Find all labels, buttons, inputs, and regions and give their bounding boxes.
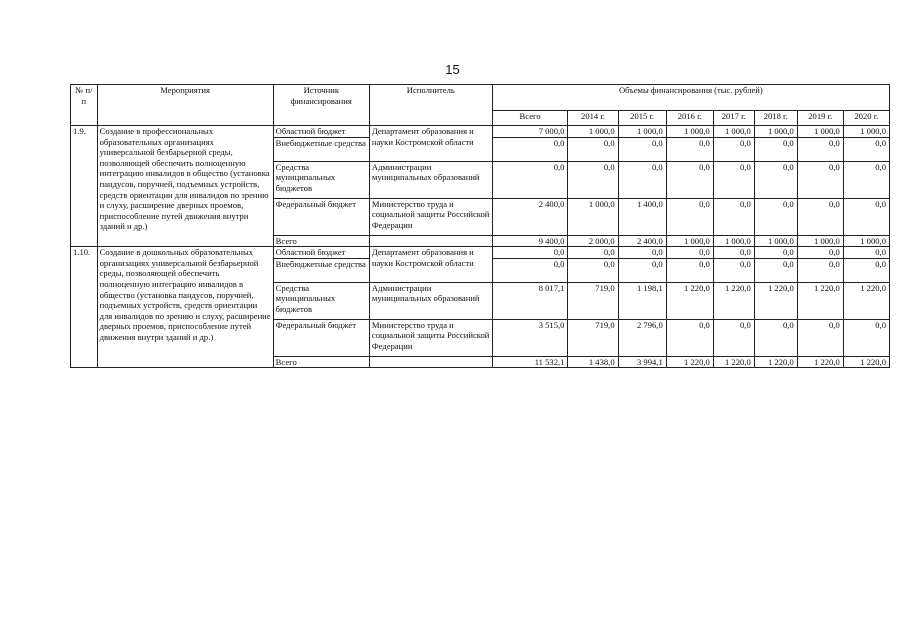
funding-source-total: Всего: [273, 235, 369, 247]
value-cell: 719,0: [568, 319, 618, 356]
funding-source-total: Всего: [273, 356, 369, 368]
header-year: 2020 г.: [843, 111, 889, 126]
funding-source: Внебюджетные средства: [273, 137, 369, 161]
value-cell: 0,0: [797, 161, 843, 198]
total-cell: 2 000,0: [568, 235, 618, 247]
total-cell: 1 220,0: [843, 356, 889, 368]
value-cell: 0,0: [754, 247, 797, 259]
header-year: 2019 г.: [797, 111, 843, 126]
executor: Департамент образования и науки Костромской области: [369, 126, 492, 162]
activity-description: Создание в профессиональных образовательных организациях универсальной безбарьерной среды, позволяющей обеспечить полноценную интеграцию инвалидов в общество (установка пандусов, поручней, подъемных устройств, средств ориентации для инвалидов по зрению и слуху, расширение дверных проемов, приспособление путей движения внутри зданий и др.): [97, 126, 273, 247]
value-cell: 0,0: [713, 319, 754, 356]
value-cell: 0,0: [492, 247, 568, 259]
value-cell: 1 000,0: [568, 198, 618, 235]
value-cell: 0,0: [666, 319, 713, 356]
page-number: 15: [445, 62, 460, 77]
value-cell: 0,0: [618, 161, 666, 198]
total-cell: 11 532,1: [492, 356, 568, 368]
executor: [369, 356, 492, 368]
header-year: 2015 г.: [618, 111, 666, 126]
value-cell: 0,0: [843, 137, 889, 161]
value-cell: 0,0: [754, 198, 797, 235]
value-cell: 0,0: [843, 258, 889, 282]
value-cell: 0,0: [666, 137, 713, 161]
total-cell: 1 220,0: [713, 356, 754, 368]
total-cell: 2 400,0: [618, 235, 666, 247]
header-year: 2016 г.: [666, 111, 713, 126]
value-cell: 0,0: [754, 137, 797, 161]
row-number: 1.10.: [71, 247, 98, 368]
row-number: 1.9.: [71, 126, 98, 247]
executor: Администрации муниципальных образований: [369, 282, 492, 319]
value-cell: 0,0: [797, 319, 843, 356]
table-row: [71, 126, 890, 138]
activity-description: Создание в дошкольных образовательных организациях универсальной безбарьерной среды, позволяющей обеспечить полноценную интеграцию инвалидов в общество (установка пандусов, поручней, подъемных устройств, средств ориентации для инвалидов по зрению и слуху, расширение дверных проемов, приспособление путей движения внутри зданий и др.): [97, 247, 273, 368]
value-cell: 0,0: [713, 258, 754, 282]
total-cell: 3 994,1: [618, 356, 666, 368]
value-cell: 0,0: [713, 198, 754, 235]
funding-source: Средства муниципальных бюджетов: [273, 282, 369, 319]
total-cell: 1 220,0: [797, 356, 843, 368]
value-cell: 0,0: [713, 161, 754, 198]
value-cell: 1 220,0: [713, 282, 754, 319]
total-cell: 1 000,0: [843, 235, 889, 247]
header-activity: Мероприятия: [97, 85, 273, 126]
value-cell: 0,0: [754, 258, 797, 282]
value-cell: 0,0: [797, 137, 843, 161]
value-cell: 719,0: [568, 282, 618, 319]
funding-source: Средства муниципальных бюджетов: [273, 161, 369, 198]
header-year: Всего: [492, 111, 568, 126]
value-cell: 0,0: [797, 258, 843, 282]
value-cell: 0,0: [568, 137, 618, 161]
executor: [369, 235, 492, 247]
value-cell: 1 000,0: [666, 126, 713, 138]
header-source: Источник финансирования: [273, 85, 369, 126]
value-cell: 2 400,0: [492, 198, 568, 235]
value-cell: 0,0: [618, 258, 666, 282]
value-cell: 1 000,0: [754, 126, 797, 138]
header-year: 2018 г.: [754, 111, 797, 126]
header-no: № п/п: [71, 85, 98, 126]
header-year: 2017 г.: [713, 111, 754, 126]
value-cell: 2 796,0: [618, 319, 666, 356]
header-year: 2014 г.: [568, 111, 618, 126]
value-cell: 1 220,0: [754, 282, 797, 319]
value-cell: 0,0: [666, 161, 713, 198]
header-executor: Исполнитель: [369, 85, 492, 126]
value-cell: 0,0: [618, 247, 666, 259]
value-cell: 1 000,0: [843, 126, 889, 138]
total-cell: 1 220,0: [754, 356, 797, 368]
funding-source: Внебюджетные средства: [273, 258, 369, 282]
value-cell: 1 198,1: [618, 282, 666, 319]
executor: Администрации муниципальных образований: [369, 161, 492, 198]
table-row: [71, 247, 890, 259]
value-cell: 0,0: [843, 161, 889, 198]
total-cell: 1 000,0: [713, 235, 754, 247]
value-cell: 1 220,0: [666, 282, 713, 319]
value-cell: 1 220,0: [797, 282, 843, 319]
funding-source: Областной бюджет: [273, 126, 369, 138]
total-cell: 9 400,0: [492, 235, 568, 247]
total-cell: 1 000,0: [797, 235, 843, 247]
value-cell: 1 400,0: [618, 198, 666, 235]
value-cell: 1 220,0: [843, 282, 889, 319]
executor: Министерство труда и социальной защиты Российской Федерации: [369, 198, 492, 235]
value-cell: 0,0: [492, 137, 568, 161]
funding-source: Федеральный бюджет: [273, 198, 369, 235]
value-cell: 7 000,0: [492, 126, 568, 138]
total-cell: 1 000,0: [666, 235, 713, 247]
funding-source: Областной бюджет: [273, 247, 369, 259]
total-cell: 1 000,0: [754, 235, 797, 247]
value-cell: 0,0: [568, 161, 618, 198]
value-cell: 0,0: [754, 161, 797, 198]
value-cell: 1 000,0: [797, 126, 843, 138]
value-cell: 0,0: [666, 247, 713, 259]
value-cell: 0,0: [492, 258, 568, 282]
executor: Департамент образования и науки Костромской области: [369, 247, 492, 283]
value-cell: 0,0: [797, 247, 843, 259]
funding-source: Федеральный бюджет: [273, 319, 369, 356]
total-cell: 1 438,0: [568, 356, 618, 368]
value-cell: 0,0: [754, 319, 797, 356]
header-volumes: Объемы финансирования (тыс. рублей): [492, 85, 889, 111]
value-cell: 0,0: [568, 247, 618, 259]
value-cell: 8 017,1: [492, 282, 568, 319]
value-cell: 0,0: [568, 258, 618, 282]
value-cell: 3 515,0: [492, 319, 568, 356]
value-cell: 0,0: [666, 198, 713, 235]
value-cell: 0,0: [492, 161, 568, 198]
value-cell: 1 000,0: [568, 126, 618, 138]
value-cell: 0,0: [843, 198, 889, 235]
value-cell: 0,0: [713, 137, 754, 161]
value-cell: 0,0: [666, 258, 713, 282]
value-cell: 0,0: [843, 319, 889, 356]
value-cell: 0,0: [618, 137, 666, 161]
value-cell: 1 000,0: [713, 126, 754, 138]
value-cell: 0,0: [797, 198, 843, 235]
financing-table: [70, 84, 890, 368]
value-cell: 0,0: [713, 247, 754, 259]
executor: Министерство труда и социальной защиты Российской Федерации: [369, 319, 492, 356]
total-cell: 1 220,0: [666, 356, 713, 368]
value-cell: 0,0: [843, 247, 889, 259]
value-cell: 1 000,0: [618, 126, 666, 138]
